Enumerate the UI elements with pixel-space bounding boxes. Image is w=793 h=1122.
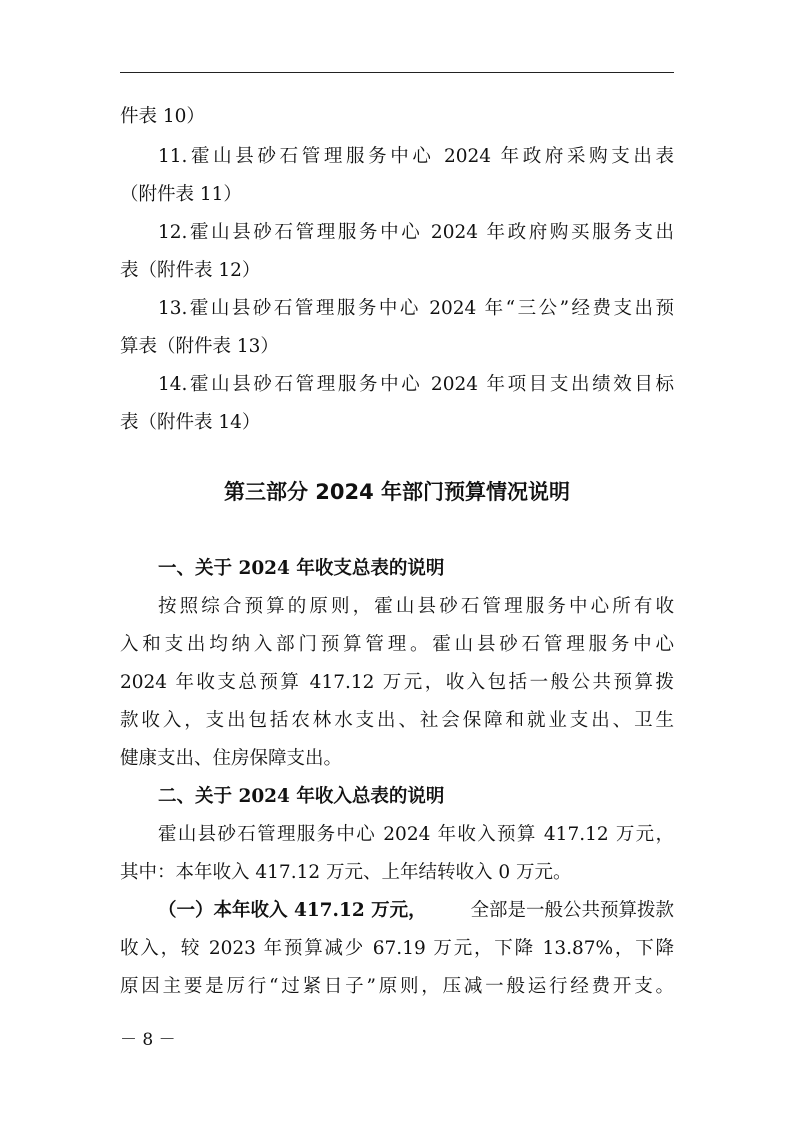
list-item-12: 12.霍山县砂石管理服务中心 2024 年政府购买服务支出 bbox=[158, 222, 674, 243]
list-item-13-cont: 算表（附件表 13） bbox=[120, 336, 279, 357]
list-item-14: 14.霍山县砂石管理服务中心 2024 年项目支出绩效目标 bbox=[158, 374, 674, 395]
section1-line-2: 入和支出均纳入部门预算管理。霍山县砂石管理服务中心 bbox=[120, 634, 674, 655]
page-number: － 8 － bbox=[120, 1030, 176, 1050]
list-item-11: 11.霍山县砂石管理服务中心 2024 年政府采购支出表 bbox=[158, 146, 674, 167]
section2-heading: 二、关于 2024 年收入总表的说明 bbox=[158, 786, 445, 807]
section2-line-5: 原因主要是厉行“过紧日子”原则，压减一般运行经费开支。 bbox=[120, 976, 674, 997]
section1-line-5: 健康支出、住房保障支出。 bbox=[120, 748, 343, 769]
section1-line-1: 按照综合预算的原则，霍山县砂石管理服务中心所有收 bbox=[158, 596, 674, 617]
section2-lead-rest: 全部是一般公共预算拨款 bbox=[470, 900, 674, 921]
section2-bold-lead: （一）本年收入 417.12 万元， bbox=[158, 900, 427, 921]
header-rule bbox=[120, 72, 674, 73]
section2-line-4: 收入，较 2023 年预算减少 67.19 万元，下降 13.87%，下降 bbox=[120, 938, 674, 959]
section2-lead-line bbox=[158, 902, 674, 921]
section1-line-3: 2024 年收支总预算 417.12 万元，收入包括一般公共预算拨 bbox=[120, 672, 674, 693]
section1-line-4: 款收入，支出包括农林水支出、社会保障和就业支出、卫生 bbox=[120, 710, 674, 731]
section1-heading: 一、关于 2024 年收支总表的说明 bbox=[158, 558, 445, 579]
list-line-1: 件表 10） bbox=[120, 106, 205, 127]
list-item-12-cont: 表（附件表 12） bbox=[120, 260, 261, 281]
list-item-14-cont: 表（附件表 14） bbox=[120, 412, 261, 433]
list-item-11-cont: （附件表 11） bbox=[120, 184, 242, 205]
section2-line-1: 霍山县砂石管理服务中心 2024 年收入预算 417.12 万元， bbox=[158, 824, 674, 845]
section2-line-2: 其中：本年收入 417.12 万元、上年结转收入 0 万元。 bbox=[120, 862, 572, 883]
part-title: 第三部分 2024 年部门预算情况说明 bbox=[223, 480, 571, 504]
list-item-13: 13.霍山县砂石管理服务中心 2024 年“三公”经费支出预 bbox=[158, 298, 674, 319]
